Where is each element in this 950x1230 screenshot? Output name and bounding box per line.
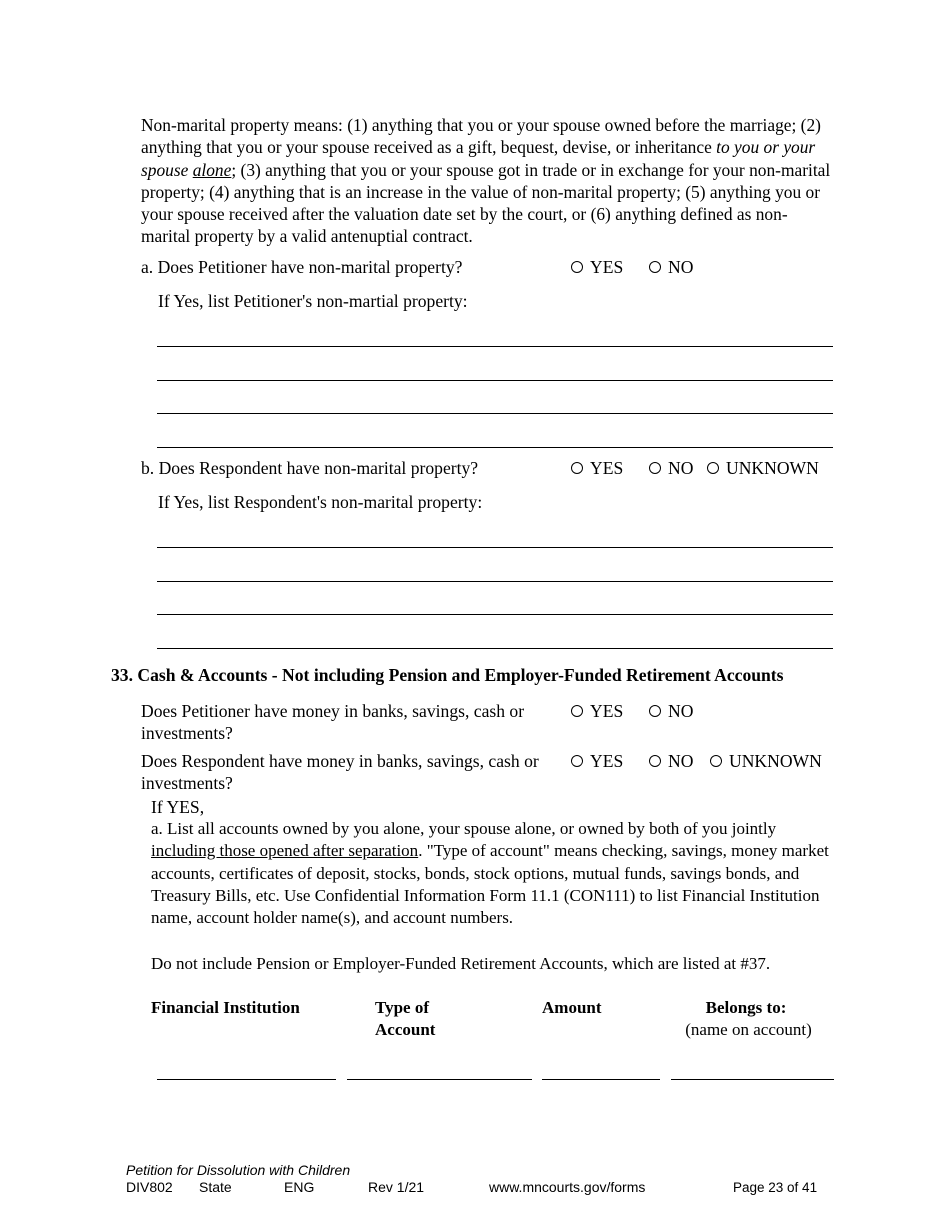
- definition-alone: alone: [192, 159, 232, 180]
- radio-label: UNKNOWN: [726, 458, 819, 478]
- definition-italic: to you or your spouse: [141, 137, 816, 180]
- petitioner-property-line-4[interactable]: [157, 447, 833, 448]
- belongs-to-entry-line[interactable]: [671, 1079, 834, 1080]
- question-b-no-radio[interactable]: [649, 457, 693, 479]
- radio-label: YES: [590, 458, 624, 478]
- definition-part-2: ; (3) anything that you or your spouse got in trade or in exchange for your non-marital property; (4) anything that is an increase in the value of non-marital property; (5) anything you or your spouse received after the valuation date set by the court, or (6) anything defined as non-marital property by a valid antenuptial contract.: [141, 159, 831, 247]
- question-a-list-label: If Yes, list Petitioner's non-martial property:: [158, 291, 468, 311]
- question-b-list-label: If Yes, list Respondent's non-marital property:: [158, 492, 483, 512]
- radio-circle-icon: [571, 705, 583, 717]
- respondent-money-question: Does Respondent have money in banks, savings, cash or investments?: [141, 751, 539, 793]
- radio-circle-icon: [707, 462, 719, 474]
- question-a-yes-radio[interactable]: [571, 256, 623, 278]
- non-marital-definition: [141, 114, 831, 248]
- radio-label: NO: [668, 751, 694, 771]
- petitioner-money-no-radio[interactable]: [649, 700, 693, 722]
- question-b-yes-radio[interactable]: [571, 457, 623, 479]
- footer-page-number: Page 23 of 41: [733, 1180, 818, 1195]
- radio-circle-icon: [571, 755, 583, 767]
- radio-label: YES: [590, 701, 624, 721]
- petitioner-money-question: Does Petitioner have money in banks, savings, cash or investments?: [141, 701, 525, 743]
- radio-circle-icon: [649, 705, 661, 717]
- col-amount: Amount: [542, 998, 602, 1017]
- radio-label: NO: [668, 257, 694, 277]
- respondent-property-line-2[interactable]: [157, 581, 833, 582]
- radio-circle-icon: [649, 462, 661, 474]
- petitioner-property-line-2[interactable]: [157, 380, 833, 381]
- instructions-part-1: a. List all accounts owned by you alone, your spouse alone, or owned by both of you jointly: [151, 819, 777, 838]
- radio-label: UNKNOWN: [729, 751, 822, 771]
- col-belongs-to: Belongs to:: [705, 998, 787, 1017]
- respondent-money-yes-radio[interactable]: [571, 750, 623, 772]
- exclude-note: Do not include Pension or Employer-Funded Retirement Accounts, which are listed at #37.: [151, 954, 771, 973]
- footer-revision: Rev 1/21: [368, 1179, 425, 1195]
- amount-entry-line[interactable]: [542, 1079, 660, 1080]
- footer-state: State: [199, 1179, 232, 1195]
- list-accounts-instructions: [151, 818, 841, 929]
- radio-label: YES: [590, 257, 624, 277]
- question-a-no-radio[interactable]: [649, 256, 693, 278]
- respondent-property-line-3[interactable]: [157, 614, 833, 615]
- section-33-heading: 33. Cash & Accounts - Not including Pension and Employer-Funded Retirement Accounts: [111, 665, 784, 685]
- respondent-money-no-radio[interactable]: [649, 750, 693, 772]
- account-type-entry-line[interactable]: [347, 1079, 532, 1080]
- question-a-text: a. Does Petitioner have non-marital property?: [141, 257, 463, 277]
- col-financial-institution: Financial Institution: [151, 998, 300, 1017]
- radio-label: NO: [668, 458, 694, 478]
- definition-part-1: Non-marital property means: (1) anything that you or your spouse owned before the marriage; (2) anything that you or your spouse received as a gift, bequest, devise, or inheritance: [141, 115, 821, 158]
- instructions-part-2: . "Type of account" means checking, savings, money market accounts, certificates of deposit, stocks, bonds, stock options, mutual funds, savings bonds, and Treasury Bills, etc. Use Confidential Information Form 11.1 (CON111) to list Financial Institution name, account holder name(s), and account numbers.: [151, 841, 829, 928]
- petitioner-property-line-1[interactable]: [157, 346, 833, 347]
- institution-entry-line[interactable]: [157, 1079, 336, 1080]
- respondent-money-unknown-radio[interactable]: [710, 750, 822, 772]
- radio-circle-icon: [571, 261, 583, 273]
- petitioner-money-yes-radio[interactable]: [571, 700, 623, 722]
- question-b-unknown-radio[interactable]: [707, 457, 819, 479]
- radio-circle-icon: [649, 261, 661, 273]
- footer-form-code: DIV802: [126, 1179, 173, 1195]
- col-type-of-account: Type of Account: [375, 998, 436, 1039]
- radio-circle-icon: [649, 755, 661, 767]
- radio-circle-icon: [571, 462, 583, 474]
- radio-label: NO: [668, 701, 694, 721]
- col-belongs-to-sub: (name on account): [685, 1020, 812, 1039]
- footer-language: ENG: [284, 1179, 315, 1195]
- radio-circle-icon: [710, 755, 722, 767]
- radio-label: YES: [590, 751, 624, 771]
- respondent-property-line-4[interactable]: [157, 648, 833, 649]
- respondent-property-line-1[interactable]: [157, 547, 833, 548]
- if-yes-label: If YES,: [151, 797, 205, 817]
- question-b-text: b. Does Respondent have non-marital property?: [141, 458, 479, 478]
- petitioner-property-line-3[interactable]: [157, 413, 833, 414]
- footer-url[interactable]: www.mncourts.gov/forms: [489, 1179, 646, 1195]
- instructions-underline: including those opened after separation: [151, 841, 419, 861]
- footer-form-title: Petition for Dissolution with Children: [126, 1162, 351, 1178]
